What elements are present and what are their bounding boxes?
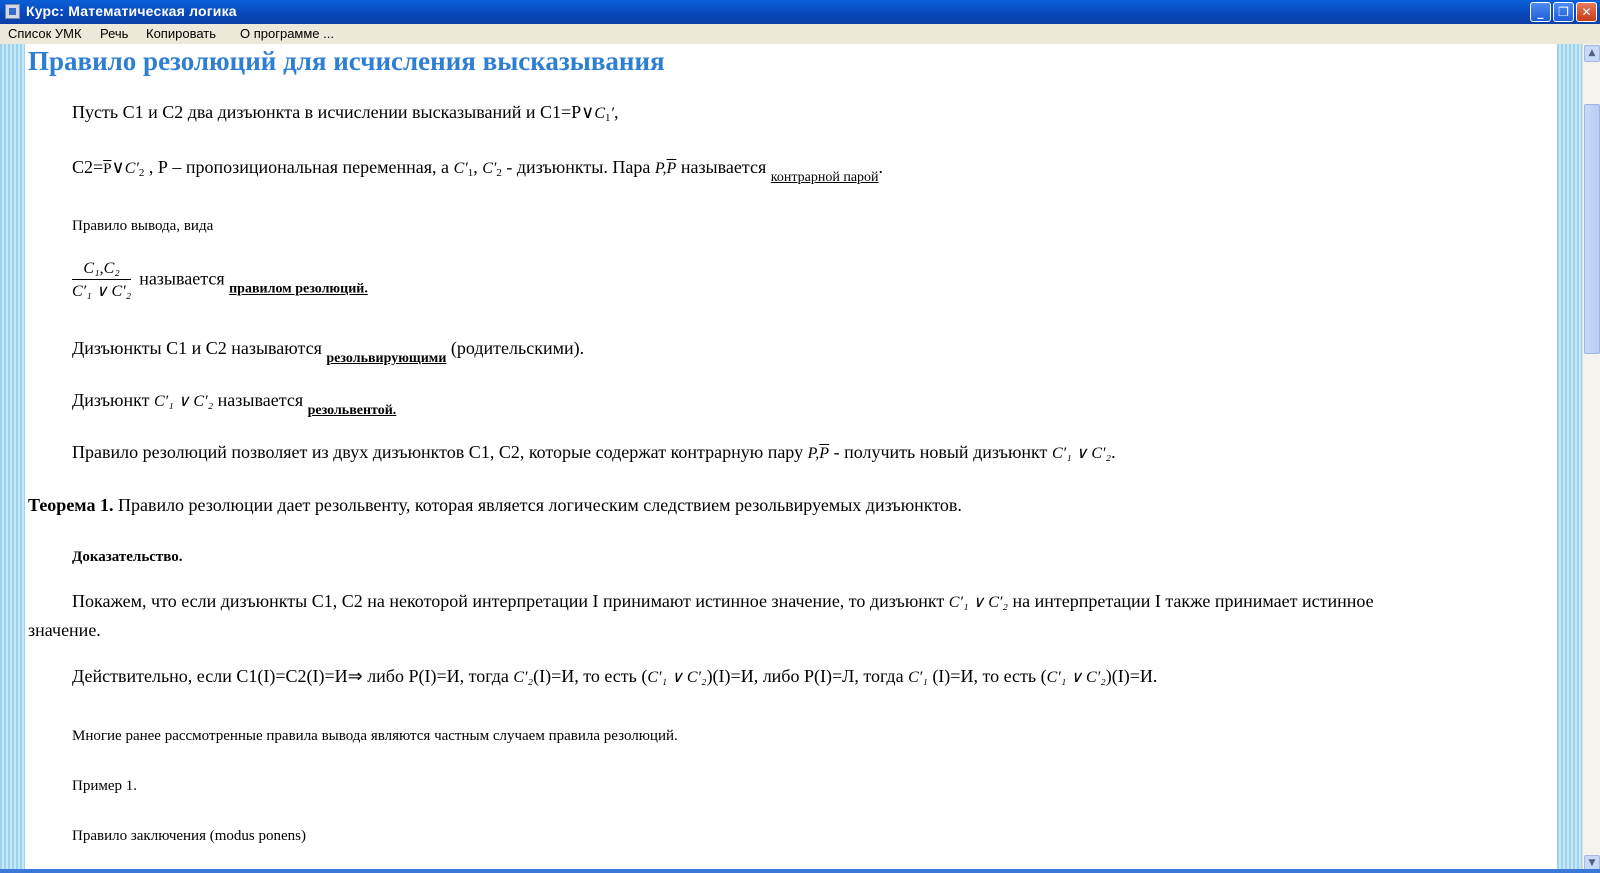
- proof-label: Доказательство.: [72, 549, 183, 565]
- rule-fraction: $\frac{\text{C₁,C₂}}{\text{C′₁ ∨ C′₂}}$: [72, 260, 132, 300]
- term-contrary-pair[interactable]: контрарной парой: [770, 170, 879, 185]
- document-content: [28, 44, 1556, 873]
- term-resolving[interactable]: резольвирующими: [326, 351, 447, 366]
- menu-bar: [0, 24, 1600, 44]
- menu-item-umk-list[interactable]: Список УМК: [8, 26, 82, 41]
- left-border-decoration: [0, 44, 25, 873]
- scroll-down-button[interactable]: ▼: [1584, 855, 1600, 872]
- menu-item-about[interactable]: О программе ...: [240, 26, 334, 41]
- scroll-up-button[interactable]: ▲: [1584, 45, 1600, 62]
- document-view[interactable]: [0, 44, 1582, 873]
- scroll-thumb[interactable]: [1584, 104, 1600, 354]
- paragraph-11: Правило заключения (modus ponens): [72, 828, 306, 844]
- paragraph-3: Правило вывода, вида: [72, 218, 214, 234]
- theorem-1: Теорема 1. Правило резолюции дает резольвенту, которая является логическим следствием резольвируемых дизъюнктов.: [28, 495, 962, 515]
- taskbar-edge: [0, 869, 1600, 873]
- paragraph-7: Покажем, что если дизъюнкты С1, С2 на некоторой интерпретации I принимают истинное значение, то дизъюнкт C′₁ ∨ C′₂ на интерпретации I также принимает истинное: [72, 591, 1374, 611]
- resolution-rule: $\frac{\text{C₁,C₂}}{\text{C′₁ ∨ C′₂}}$ называется $_{правилом резолюций.}$: [72, 260, 368, 300]
- restore-button[interactable]: ❐: [1553, 2, 1574, 22]
- menu-item-speech[interactable]: Речь: [100, 26, 129, 41]
- paragraph-8: Действительно, если С1(I)=С2(I)=И⇒ либо Р(I)=И, тогда C′₂(I)=И, то есть (C′₁ ∨ C′₂)(I)=И, либо Р(I)=Л, тогда C′₁ (I)=И, то есть (C′₁ ∨ C′₂)(I)=И.: [72, 666, 1158, 686]
- paragraph-9: Многие ранее рассмотренные правила вывода являются частным случаем правила резолюций.: [72, 728, 678, 744]
- paragraph-2: $С2=Р\vee C'_2$ , Р – пропозициональная переменная, а $C'_1$, $C'_2$ - дизъюнкты. Пара $P,\overline{P}$ называется $_{контрарной парой}$.: [72, 157, 884, 185]
- app-icon[interactable]: [5, 4, 20, 19]
- term-resolvent[interactable]: резольвентой.: [307, 403, 397, 418]
- paragraph-1: Пусть С1 и С2 два дизъюнкта в исчислении высказываний и $С1=Р\vee C_1'$,: [72, 102, 619, 124]
- minimize-button[interactable]: _: [1530, 2, 1551, 22]
- term-resolution-rule[interactable]: правилом резолюций.: [229, 281, 368, 297]
- window-title: Курс: Математическая логика: [26, 3, 237, 19]
- example-1-label: Пример 1.: [72, 778, 138, 794]
- right-border-decoration: [1557, 44, 1582, 873]
- paragraph-7-continuation: значение.: [28, 620, 101, 640]
- paragraph-6: Правило резолюций позволяет из двух дизъюнктов С1, С2, которые содержат контрарную пару $P,\overline{P}$ - получить новый дизъюнкт C′₁ ∨ C′₂.: [72, 442, 1116, 462]
- paragraph-5: Дизъюнкт C′₁ ∨ C′₂ называется $_{резольвентой.}$: [72, 390, 397, 418]
- vertical-scrollbar[interactable]: [1582, 44, 1600, 873]
- menu-item-copy[interactable]: Копировать: [146, 26, 216, 41]
- page-title: Правило резолюций для исчисления высказывания: [28, 46, 665, 76]
- paragraph-4: Дизъюнкты С1 и С2 называются $_{резольвирующими}$ (родительскими).: [72, 338, 585, 366]
- close-button[interactable]: ✕: [1576, 2, 1597, 22]
- title-bar: [0, 0, 1600, 24]
